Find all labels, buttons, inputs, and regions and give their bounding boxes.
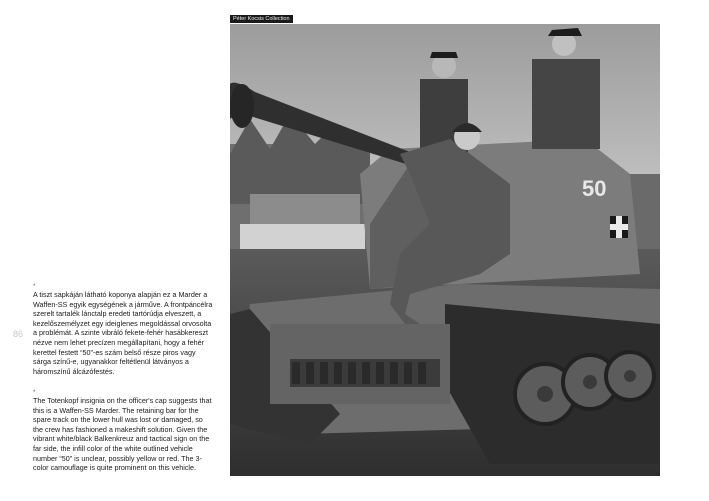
page-number: 86 bbox=[13, 329, 24, 339]
caption-hungarian-text: A tiszt sapkáján látható koponya alapján ez a Marder a Waffen-SS egyik egységének a járműve. A frontpáncélra szerelt tartalék lánctalp eredeti tartórúdja elveszett, a kezelőszemélyzet egy ideiglenes megoldással orvosolta a problémát. A szinte vibráló fekete-fehér hasábkereszt nézve nem lehet precízen megállapítani, hogy a fehér kerettel festett “50”-es szám belső része piros vagy sárga színű-e, ugyanakkor feltétlenül látványos a háromszínű álcázófestés. bbox=[33, 290, 213, 376]
caption-marker: * bbox=[33, 284, 36, 290]
historical-photo bbox=[230, 24, 660, 476]
photo-credit: Péter Kocsis Collection bbox=[230, 15, 293, 23]
svg-text:50: 50 bbox=[582, 176, 607, 201]
caption-english-text: The Totenkopf insignia on the officer's cap suggests that this is a Waffen-SS Marder. The retaining bar for the spare track on the lower hull was lost or damaged, so the crew has fashioned a makeshift solution. Given the vibrant white/black Balkenkreuz and tactical sign on the far side, the infill color of the white outlined vehicle number “50” is unclear, possibly yellow or red. The 3-color camouflage is quite prominent on this vehicle. bbox=[33, 396, 212, 473]
caption-hungarian bbox=[33, 284, 213, 376]
tank-photo-image bbox=[230, 24, 660, 476]
caption-english bbox=[33, 390, 213, 473]
caption-marker: * bbox=[33, 390, 36, 396]
